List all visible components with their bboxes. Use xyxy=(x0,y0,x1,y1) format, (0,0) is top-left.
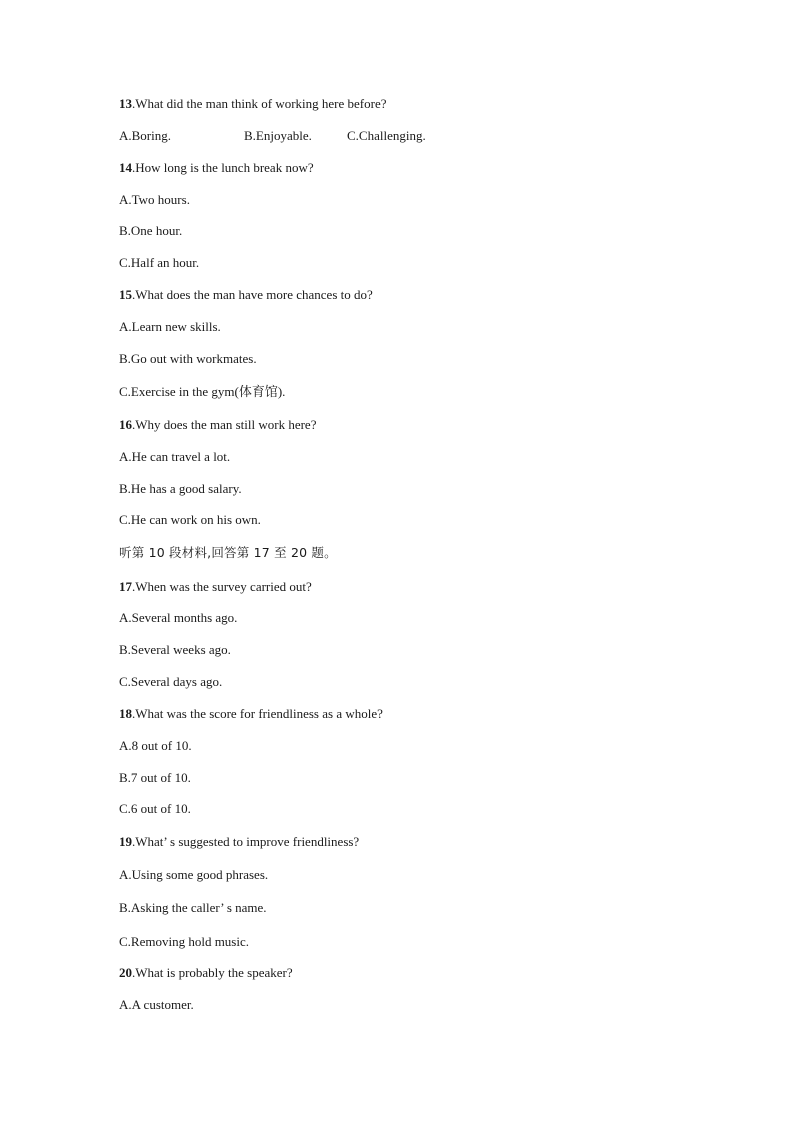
question-number: 18 xyxy=(119,706,132,721)
question-18 xyxy=(119,706,383,722)
option-17-a: A.Several months ago. xyxy=(119,610,238,625)
question-17 xyxy=(119,579,312,595)
question-stem: .What’ s suggested to improve friendliness? xyxy=(132,834,360,849)
question-number: 16 xyxy=(119,417,132,432)
question-16 xyxy=(119,417,316,433)
option-13-b: B.Enjoyable. xyxy=(244,128,312,143)
question-20 xyxy=(119,965,293,981)
option-14-b: B.One hour. xyxy=(119,223,183,238)
question-number: 13 xyxy=(119,96,132,111)
question-stem: .How long is the lunch break now? xyxy=(132,160,314,175)
question-stem: .Why does the man still work here? xyxy=(132,417,317,432)
question-number: 17 xyxy=(119,579,132,594)
option-15-c: C.Exercise in the gym(体育馆). xyxy=(119,384,286,399)
section-instruction: 听第 10 段材料,回答第 17 至 20 题。 xyxy=(119,545,337,560)
question-19 xyxy=(119,834,359,850)
option-17-c: C.Several days ago. xyxy=(119,674,223,689)
question-number: 14 xyxy=(119,160,132,175)
option-18-c: C.6 out of 10. xyxy=(119,801,191,816)
question-13 xyxy=(119,96,387,112)
option-19-a: A.Using some good phrases. xyxy=(119,867,269,882)
option-16-c: C.He can work on his own. xyxy=(119,512,261,527)
option-17-b: B.Several weeks ago. xyxy=(119,642,231,657)
option-14-c: C.Half an hour. xyxy=(119,255,200,270)
option-18-b: B.7 out of 10. xyxy=(119,770,191,785)
option-20-a: A.A customer. xyxy=(119,997,194,1012)
question-stem: .What was the score for friendliness as a whole? xyxy=(132,706,383,721)
option-15-a: A.Learn new skills. xyxy=(119,319,221,334)
question-stem: .What does the man have more chances to do? xyxy=(132,287,373,302)
question-14 xyxy=(119,160,314,176)
option-13-a: A.Boring. xyxy=(119,128,171,143)
option-19-b: B.Asking the caller’ s name. xyxy=(119,900,267,915)
option-16-a: A.He can travel a lot. xyxy=(119,449,231,464)
question-number: 15 xyxy=(119,287,132,302)
question-number: 19 xyxy=(119,834,132,849)
question-stem: .What did the man think of working here before? xyxy=(132,96,387,111)
option-19-c: C.Removing hold music. xyxy=(119,934,249,949)
option-15-b: B.Go out with workmates. xyxy=(119,351,257,366)
question-15 xyxy=(119,287,373,303)
option-18-a: A.8 out of 10. xyxy=(119,738,192,753)
question-number: 20 xyxy=(119,965,132,980)
question-stem: .When was the survey carried out? xyxy=(132,579,312,594)
question-stem: .What is probably the speaker? xyxy=(132,965,293,980)
option-13-c: C.Challenging. xyxy=(347,128,426,143)
option-16-b: B.He has a good salary. xyxy=(119,481,242,496)
option-14-a: A.Two hours. xyxy=(119,192,190,207)
